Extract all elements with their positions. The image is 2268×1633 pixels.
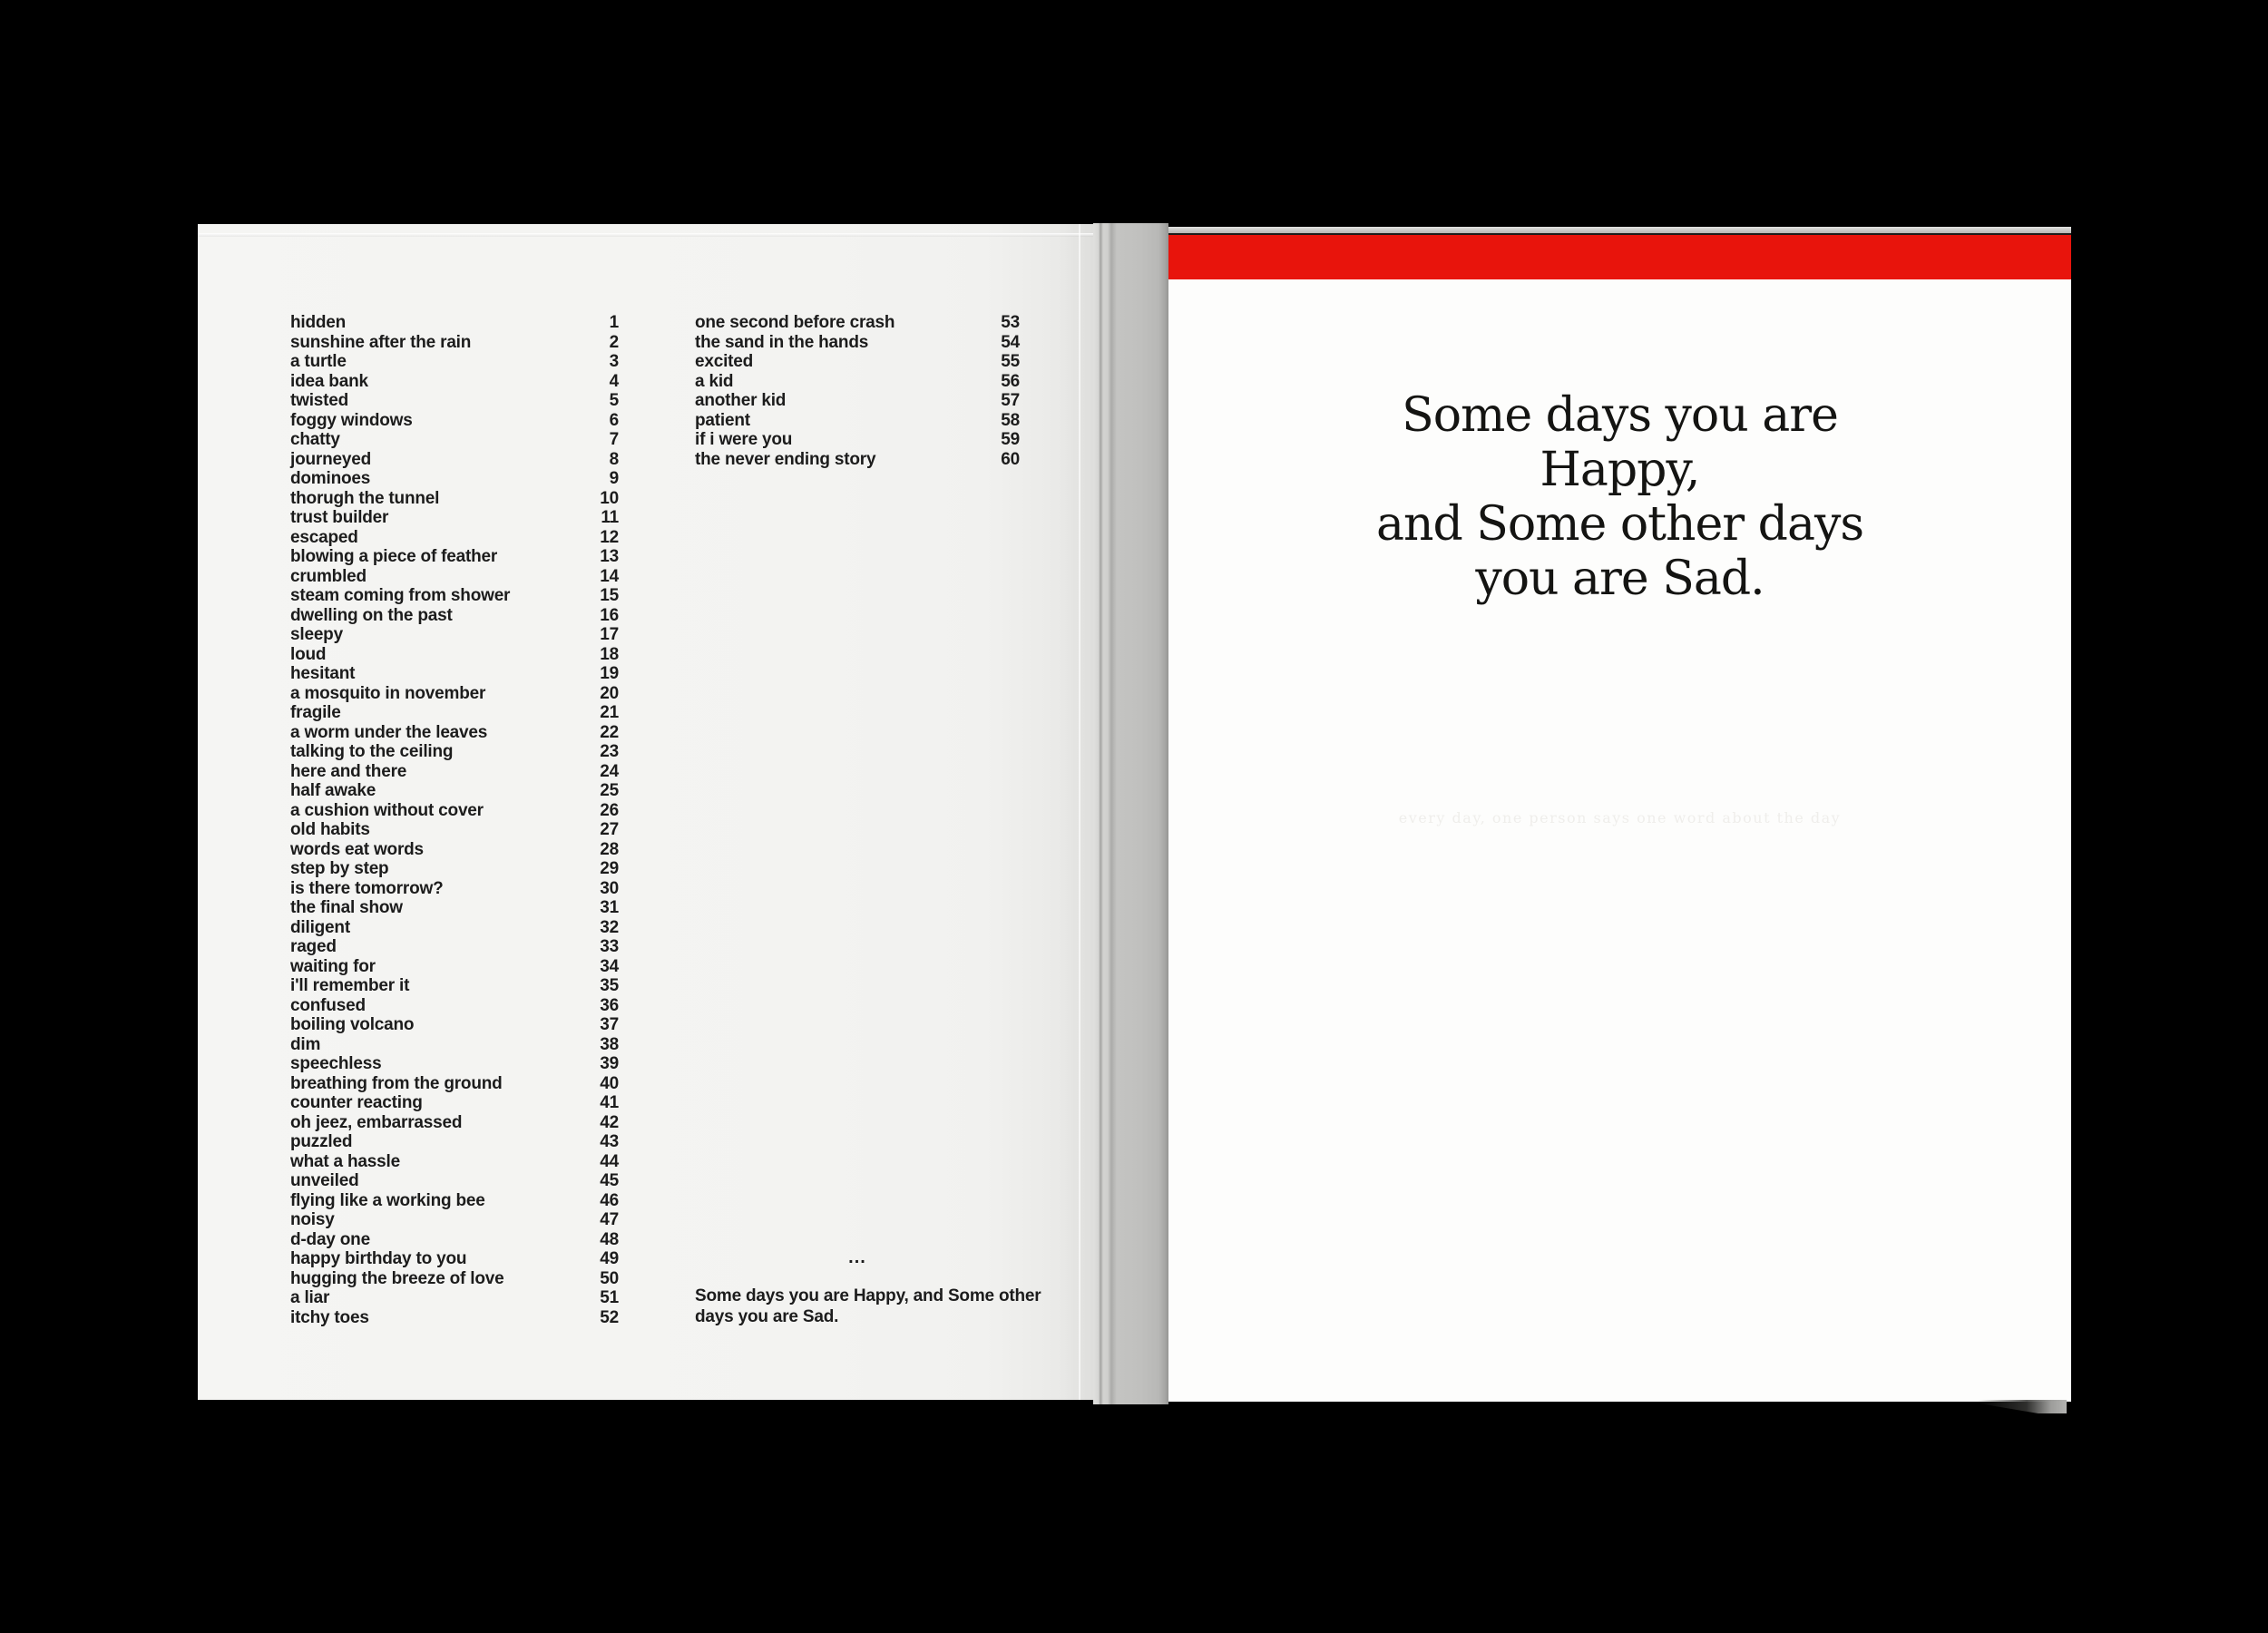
toc-entry-title: puzzled <box>290 1132 353 1151</box>
toc-entry-title: noisy <box>290 1210 335 1229</box>
toc-entry-title: old habits <box>290 820 370 839</box>
toc-row <box>290 801 619 821</box>
toc-row <box>695 411 1020 431</box>
toc-entry-title: a cushion without cover <box>290 800 484 820</box>
toc-entry-page-number: 49 <box>600 1249 619 1268</box>
toc-entry-page-number: 53 <box>1001 313 1020 332</box>
toc-row <box>290 352 619 372</box>
toc-entry-title: chatty <box>290 430 340 449</box>
toc-entry-page-number: 42 <box>600 1112 619 1132</box>
toc-entry-page-number: 45 <box>600 1171 619 1190</box>
faint-caption: every day, one person says one word about the day <box>1398 809 1842 826</box>
toc-row <box>290 1093 619 1113</box>
toc-row <box>290 1054 619 1074</box>
toc-entry-page-number: 59 <box>1001 430 1020 449</box>
footer-note: Some days you are Happy, and Some other days you are Sad. <box>695 1286 1041 1326</box>
toc-column-1 <box>290 313 619 1327</box>
toc-row <box>290 508 619 528</box>
toc-entry-title: the never ending story <box>695 449 876 469</box>
page-top-edge <box>1168 227 2071 233</box>
toc-entry-page-number: 2 <box>609 332 619 352</box>
heading-line: you are Sad. <box>1475 552 1765 606</box>
toc-row <box>290 957 619 977</box>
toc-entry-page-number: 3 <box>609 352 619 371</box>
ellipsis-mark: ... <box>848 1247 866 1267</box>
toc-entry-page-number: 58 <box>1001 410 1020 430</box>
toc-entry-page-number: 23 <box>600 742 619 761</box>
toc-row <box>290 391 619 411</box>
toc-entry-page-number: 29 <box>600 859 619 878</box>
toc-entry-page-number: 32 <box>600 917 619 937</box>
toc-row <box>290 703 619 723</box>
toc-entry-title: itchy toes <box>290 1307 369 1327</box>
toc-entry-title: twisted <box>290 391 349 410</box>
toc-entry-title: breathing from the ground <box>290 1073 503 1093</box>
toc-entry-page-number: 7 <box>609 430 619 449</box>
toc-entry-title: fragile <box>290 703 341 722</box>
toc-entry-title: half awake <box>290 781 376 800</box>
red-accent-bar <box>1168 235 2071 279</box>
toc-entry-page-number: 34 <box>600 956 619 976</box>
toc-row <box>290 1074 619 1094</box>
toc-entry-title: diligent <box>290 917 350 937</box>
toc-row <box>290 1132 619 1152</box>
toc-entry-title: trust builder <box>290 508 389 527</box>
toc-entry-page-number: 5 <box>609 391 619 410</box>
toc-row <box>290 1308 619 1328</box>
toc-entry-page-number: 28 <box>600 839 619 859</box>
toc-row <box>695 333 1020 353</box>
toc-entry-page-number: 9 <box>609 469 619 488</box>
toc-row <box>290 333 619 353</box>
toc-entry-title: i'll remember it <box>290 976 410 995</box>
toc-entry-title: crumbled <box>290 566 367 586</box>
toc-entry-page-number: 60 <box>1001 449 1020 469</box>
toc-row <box>695 430 1020 450</box>
toc-row <box>290 567 619 587</box>
toc-row <box>290 976 619 996</box>
toc-entry-page-number: 57 <box>1001 391 1020 410</box>
toc-entry-title: boiling volcano <box>290 1015 415 1034</box>
toc-row <box>290 469 619 489</box>
toc-row <box>290 606 619 626</box>
toc-row <box>290 1171 619 1191</box>
toc-entry-title: escaped <box>290 527 358 547</box>
toc-entry-title: a mosquito in november <box>290 683 486 703</box>
toc-entry-page-number: 1 <box>609 313 619 332</box>
heading-line: and Some other days <box>1375 497 1864 552</box>
toc-entry-title: hesitant <box>290 664 356 683</box>
toc-entry-page-number: 33 <box>600 937 619 956</box>
toc-entry-title: idea bank <box>290 371 368 391</box>
toc-entry-title: blowing a piece of feather <box>290 547 498 566</box>
toc-entry-page-number: 8 <box>609 449 619 469</box>
toc-row <box>290 528 619 548</box>
toc-entry-page-number: 36 <box>600 995 619 1015</box>
toc-entry-title: loud <box>290 644 327 664</box>
toc-entry-title: hugging the breeze of love <box>290 1268 504 1288</box>
book-spine-gutter <box>1093 223 1168 1404</box>
toc-row <box>695 372 1020 392</box>
toc-entry-page-number: 30 <box>600 878 619 898</box>
toc-entry-page-number: 15 <box>600 586 619 605</box>
toc-entry-title: a turtle <box>290 352 347 371</box>
toc-entry-title: a worm under the leaves <box>290 722 488 742</box>
toc-entry-title: steam coming from shower <box>290 586 511 605</box>
toc-entry-title: oh jeez, embarrassed <box>290 1112 463 1132</box>
toc-entry-page-number: 20 <box>600 683 619 703</box>
toc-entry-page-number: 51 <box>600 1288 619 1307</box>
heading-line: Happy, <box>1540 443 1700 497</box>
toc-entry-title: the final show <box>290 898 403 917</box>
toc-entry-title: what a hassle <box>290 1151 400 1171</box>
toc-entry-page-number: 18 <box>600 644 619 664</box>
toc-entry-title: dim <box>290 1034 321 1054</box>
toc-entry-page-number: 40 <box>600 1073 619 1093</box>
toc-entry-page-number: 26 <box>600 800 619 820</box>
toc-entry-title: the sand in the hands <box>695 332 869 352</box>
toc-entry-page-number: 54 <box>1001 332 1020 352</box>
toc-row <box>290 1210 619 1230</box>
toc-row <box>290 840 619 860</box>
toc-row <box>290 645 619 665</box>
toc-entry-page-number: 56 <box>1001 371 1020 391</box>
toc-row <box>290 898 619 918</box>
toc-entry-page-number: 24 <box>600 761 619 781</box>
toc-entry-title: talking to the ceiling <box>290 742 454 761</box>
toc-row <box>290 1035 619 1055</box>
toc-entry-page-number: 10 <box>600 488 619 508</box>
toc-entry-title: if i were you <box>695 430 793 449</box>
toc-row <box>290 781 619 801</box>
toc-entry-page-number: 47 <box>600 1210 619 1229</box>
right-page <box>1168 227 2071 1402</box>
toc-entry-page-number: 52 <box>600 1307 619 1327</box>
toc-row <box>290 742 619 762</box>
toc-entry-title: confused <box>290 995 366 1015</box>
toc-entry-page-number: 39 <box>600 1054 619 1073</box>
toc-row <box>290 1113 619 1133</box>
toc-entry-title: words eat words <box>290 839 424 859</box>
toc-row <box>290 1288 619 1308</box>
toc-entry-title: journeyed <box>290 449 371 469</box>
toc-entry-page-number: 11 <box>601 508 619 527</box>
toc-row <box>290 820 619 840</box>
toc-entry-title: raged <box>290 937 337 956</box>
toc-entry-page-number: 22 <box>600 722 619 742</box>
toc-entry-title: patient <box>695 410 750 430</box>
toc-row <box>695 352 1020 372</box>
toc-row <box>290 1191 619 1211</box>
toc-entry-page-number: 27 <box>600 820 619 839</box>
toc-row <box>290 684 619 704</box>
toc-entry-title: one second before crash <box>695 313 895 332</box>
toc-row <box>290 723 619 743</box>
toc-entry-title: a kid <box>695 371 734 391</box>
toc-column-2 <box>695 313 1020 469</box>
toc-row <box>695 391 1020 411</box>
toc-entry-page-number: 14 <box>600 566 619 586</box>
toc-row <box>290 489 619 509</box>
toc-entry-title: speechless <box>290 1054 382 1073</box>
toc-entry-title: excited <box>695 352 754 371</box>
toc-row <box>695 313 1020 333</box>
toc-entry-page-number: 6 <box>609 410 619 430</box>
toc-entry-title: hidden <box>290 313 347 332</box>
toc-entry-title: counter reacting <box>290 1093 423 1112</box>
toc-entry-title: thorugh the tunnel <box>290 488 440 508</box>
toc-row <box>695 450 1020 470</box>
toc-entry-title: is there tomorrow? <box>290 878 444 898</box>
folded-corner <box>1978 1400 2067 1413</box>
toc-entry-page-number: 41 <box>600 1093 619 1112</box>
toc-row <box>290 1230 619 1250</box>
toc-row <box>290 859 619 879</box>
toc-entry-title: flying like a working bee <box>290 1190 485 1210</box>
toc-entry-title: dwelling on the past <box>290 605 453 625</box>
toc-entry-page-number: 48 <box>600 1229 619 1249</box>
toc-entry-title: sleepy <box>290 625 343 644</box>
toc-entry-page-number: 50 <box>600 1268 619 1288</box>
toc-entry-title: d-day one <box>290 1229 370 1249</box>
toc-row <box>290 411 619 431</box>
toc-row <box>290 1249 619 1269</box>
toc-entry-page-number: 43 <box>600 1132 619 1151</box>
toc-row <box>290 450 619 470</box>
toc-entry-page-number: 37 <box>600 1015 619 1034</box>
toc-row <box>290 879 619 899</box>
toc-entry-title: a liar <box>290 1288 330 1307</box>
toc-row <box>290 762 619 782</box>
toc-row <box>290 1152 619 1172</box>
toc-entry-page-number: 38 <box>600 1034 619 1054</box>
toc-entry-page-number: 35 <box>600 976 619 995</box>
toc-entry-page-number: 19 <box>600 664 619 683</box>
toc-entry-title: waiting for <box>290 956 376 976</box>
toc-entry-title: another kid <box>695 391 787 410</box>
toc-entry-page-number: 55 <box>1001 352 1020 371</box>
toc-entry-page-number: 25 <box>600 781 619 800</box>
toc-entry-page-number: 13 <box>600 547 619 566</box>
toc-row <box>290 313 619 333</box>
toc-row <box>290 1015 619 1035</box>
toc-row <box>290 664 619 684</box>
toc-row <box>290 547 619 567</box>
left-page <box>198 224 1093 1400</box>
toc-row <box>290 372 619 392</box>
toc-entry-page-number: 46 <box>600 1190 619 1210</box>
toc-entry-title: step by step <box>290 859 389 878</box>
toc-entry-title: dominoes <box>290 469 371 488</box>
toc-row <box>290 586 619 606</box>
toc-row <box>290 918 619 938</box>
toc-entry-page-number: 17 <box>600 625 619 644</box>
toc-entry-title: sunshine after the rain <box>290 332 472 352</box>
toc-entry-page-number: 44 <box>600 1151 619 1171</box>
toc-entry-page-number: 16 <box>600 605 619 625</box>
toc-entry-page-number: 21 <box>600 703 619 722</box>
toc-entry-title: unveiled <box>290 1171 359 1190</box>
toc-row <box>290 625 619 645</box>
toc-entry-page-number: 31 <box>600 898 619 917</box>
heading-line: Some days you are <box>1402 388 1838 443</box>
right-page-heading <box>1168 388 2071 606</box>
toc-row <box>290 430 619 450</box>
toc-entry-title: foggy windows <box>290 410 413 430</box>
toc-row <box>290 937 619 957</box>
toc-entry-title: happy birthday to you <box>290 1249 467 1268</box>
toc-row <box>290 1269 619 1289</box>
toc-entry-page-number: 12 <box>600 527 619 547</box>
toc-row <box>290 996 619 1016</box>
toc-entry-page-number: 4 <box>609 371 619 391</box>
toc-entry-title: here and there <box>290 761 407 781</box>
